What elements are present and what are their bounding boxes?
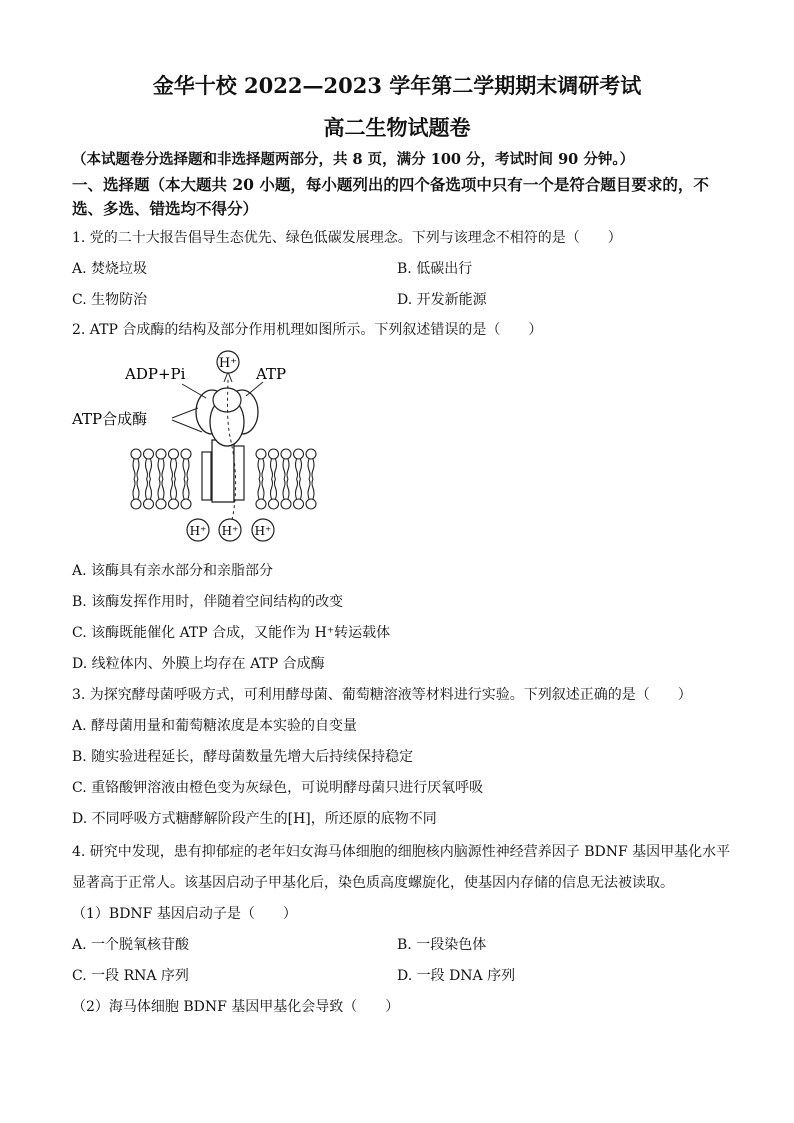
q2-option-a: A. 该酶具有亲水部分和亲脂部分 <box>72 563 274 579</box>
phospholipid-head <box>256 449 266 459</box>
phospholipid-head <box>144 449 154 459</box>
q4-sub1-stem: （1）BDNF 基因启动子是（ ） <box>72 906 297 922</box>
enzyme-head-top <box>213 388 241 412</box>
label-atp-synthase: ATP合成酶 <box>72 410 148 428</box>
phospholipid-tail <box>308 459 314 479</box>
phospholipid-head <box>181 499 191 509</box>
q1-stem: 1. 党的二十大报告倡导生态优先、绿色低碳发展理念。下列与该理念不相符的是（ ） <box>72 230 622 246</box>
q2-option-d: D. 线粒体内、外膜上均存在 ATP 合成酶 <box>72 656 325 672</box>
phospholipid-head <box>294 499 304 509</box>
phospholipid-tail <box>171 459 177 479</box>
phospholipid-head <box>306 499 316 509</box>
phospholipid-tail <box>183 459 189 479</box>
q4-sub1-option-c: C. 一段 RNA 序列 <box>72 968 189 984</box>
phospholipid-tail <box>158 479 164 499</box>
enzyme-stalk <box>212 440 234 502</box>
proton-bottom-label-2: H⁺ <box>221 524 239 538</box>
exam-subtitle: 高二生物试题卷 <box>323 115 471 140</box>
phospholipid-tail <box>146 479 152 499</box>
q2-stem: 2. ATP 合成酶的结构及部分作用机理如图所示。下列叙述错误的是（ ） <box>72 322 543 338</box>
phospholipid-head <box>156 499 166 509</box>
q1-option-c: C. 生物防治 <box>72 292 148 308</box>
q3-stem: 3. 为探究酵母菌呼吸方式，可利用酵母菌、葡萄糖溶液等材料进行实验。下列叙述正确的是（ ） <box>72 687 692 703</box>
q4-stem-line2: 显著高于正常人。该基因启动子甲基化后，染色质高度螺旋化，使基因内存储的信息无法被读取。 <box>72 875 674 891</box>
phospholipid-tail <box>271 459 277 479</box>
q3-option-a: A. 酵母菌用量和葡萄糖浓度是本实验的自变量 <box>72 718 358 734</box>
q1-option-a: A. 焚烧垃圾 <box>72 261 148 277</box>
phospholipid-head <box>131 449 141 459</box>
phospholipid-tail <box>271 479 277 499</box>
phospholipid-head <box>169 499 179 509</box>
q2-option-c: C. 该酶既能催化 ATP 合成，又能作为 H⁺转运载体 <box>72 625 391 641</box>
phospholipid-head <box>144 499 154 509</box>
section-heading-line2: 选、多选、错选均不得分） <box>72 199 259 218</box>
q4-sub1-option-b: B. 一段染色体 <box>397 937 487 953</box>
atp-leader-line <box>246 382 263 396</box>
phospholipid-head <box>269 449 279 459</box>
phospholipid-tail <box>171 479 177 499</box>
phospholipid-head <box>294 449 304 459</box>
section-heading-line1: 一、选择题（本大题共 20 小题，每小题列出的四个备选项中只有一个是符合题目要求的，不 <box>72 175 709 194</box>
exam-title: 金华十校 2022—2023 学年第二学期期末调研考试 <box>152 73 642 98</box>
phospholipid-head <box>256 499 266 509</box>
phospholipid-head <box>156 449 166 459</box>
adp-leader-line <box>182 384 206 398</box>
phospholipid-head <box>269 499 279 509</box>
exam-note: （本试题卷分选择题和非选择题两部分，共 8 页，满分 100 分，考试时间 90 分钟。） <box>72 151 635 168</box>
q2-option-b: B. 该酶发挥作用时，伴随着空间结构的改变 <box>72 594 344 610</box>
q3-option-d: D. 不同呼吸方式糖酵解阶段产生的[H]，所还原的底物不同 <box>72 811 437 827</box>
phospholipid-tail <box>283 459 289 479</box>
phospholipid-head <box>181 449 191 459</box>
label-atp: ATP <box>256 365 287 383</box>
phospholipid-head <box>169 449 179 459</box>
phospholipid-tail <box>308 479 314 499</box>
phospholipid-head <box>281 449 291 459</box>
q4-sub2-stem: （2）海马体细胞 BDNF 基因甲基化会导致（ ） <box>72 999 400 1015</box>
q3-option-b: B. 随实验进程延长，酵母菌数量先增大后持续保持稳定 <box>72 749 414 765</box>
phospholipid-tail <box>133 459 139 479</box>
phospholipid-tail <box>183 479 189 499</box>
phospholipid-tail <box>258 459 264 479</box>
enzyme-leader-line-1 <box>172 408 198 418</box>
phospholipid-head <box>131 499 141 509</box>
enzyme-side-part-right <box>234 446 244 500</box>
proton-bottom-label-3: H⁺ <box>254 524 272 538</box>
phospholipid-tail <box>258 479 264 499</box>
q1-option-b: B. 低碳出行 <box>397 261 473 277</box>
enzyme-side-part <box>202 452 211 500</box>
phospholipid-tail <box>296 479 302 499</box>
phospholipid-tail <box>296 459 302 479</box>
q4-sub1-option-d: D. 一段 DNA 序列 <box>397 968 516 984</box>
q4-sub1-option-a: A. 一个脱氧核苷酸 <box>72 937 190 953</box>
phospholipid-head <box>281 499 291 509</box>
proton-top-label: H⁺ <box>218 356 238 371</box>
atp-synthase-diagram <box>72 342 330 547</box>
phospholipid-head <box>306 449 316 459</box>
q4-stem-line1: 4. 研究中发现，患有抑郁症的老年妇女海马体细胞的细胞核内脑源性神经营养因子 BDNF 基因甲基化水平 <box>72 844 731 860</box>
proton-bottom-label-1: H⁺ <box>189 524 207 538</box>
phospholipid-tail <box>158 459 164 479</box>
q1-option-d: D. 开发新能源 <box>397 292 487 308</box>
label-adp-pi: ADP+Pi <box>125 365 186 383</box>
q3-option-c: C. 重铬酸钾溶液由橙色变为灰绿色，可说明酵母菌只进行厌氧呼吸 <box>72 780 484 796</box>
phospholipid-tail <box>146 459 152 479</box>
phospholipid-tail <box>133 479 139 499</box>
phospholipid-tail <box>283 479 289 499</box>
